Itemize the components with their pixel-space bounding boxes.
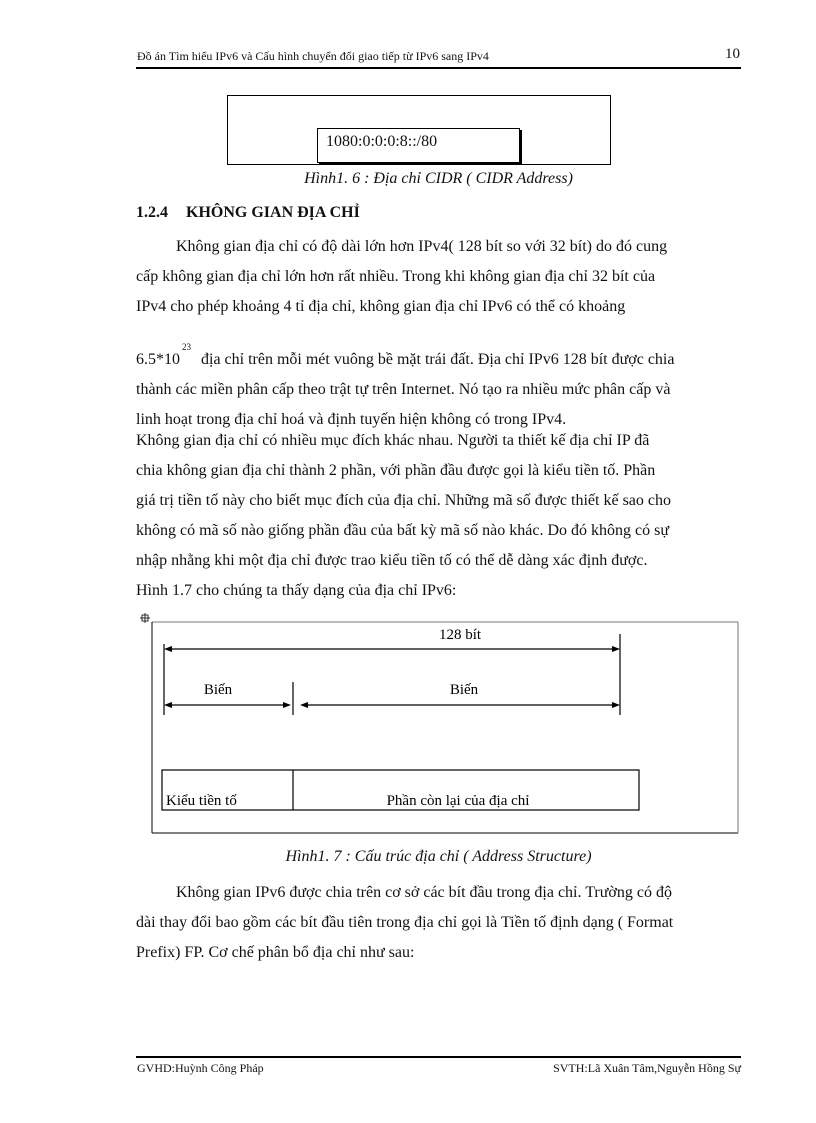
arrowhead-left [300, 702, 308, 708]
header-rule [136, 67, 741, 69]
text-line: cấp không gian địa chỉ lớn hơn rất nhiều. Trong khi không gian địa chỉ 32 bít của [136, 268, 656, 285]
remaining-address-cell: Phần còn lại của địa chỉ [386, 793, 530, 809]
footer-rule [136, 1056, 741, 1058]
anchor-icon [140, 613, 150, 623]
paragraph-2 [136, 426, 741, 606]
page-number: 10 [725, 46, 740, 62]
text-line: Hình 1.7 cho chúng ta thấy dạng của địa chỉ IPv6: [136, 582, 457, 599]
text-line: nhập nhằng khi một địa chỉ được trao kiểu tiền tố có thể dễ dàng xác định được. [136, 552, 648, 569]
page-header [137, 46, 740, 64]
text-line: Prefix) FP. Cơ chế phân bổ địa chỉ như sau: [136, 944, 415, 961]
section-number: 1.2.4 [136, 204, 168, 221]
arrowhead-right [283, 702, 291, 708]
total-bits-label: 128 bít [438, 627, 482, 643]
header-title: Đồ án Tìm hiểu IPv6 và Cấu hình chuyển đổi giao tiếp từ IPv6 sang IPv4 [137, 49, 489, 63]
text-line: Không gian IPv6 được chia trên cơ sở các bít đầu trong địa chỉ. Trường có độ [176, 884, 672, 901]
left-variable-label: Biến [203, 682, 233, 698]
text-line: thành các miền phân cấp theo trật tự trên Internet. Nó tạo ra nhiều mức phân cấp và [136, 381, 671, 398]
number-exponent: 23 [182, 342, 191, 352]
figure1-caption: Hình1. 6 : Địa chỉ CIDR ( CIDR Address) [304, 170, 573, 187]
right-variable-label: Biến [449, 682, 479, 698]
paragraph-3 [136, 878, 741, 968]
arrowhead-right [612, 646, 620, 652]
number-base: 6.5*10 [136, 351, 180, 368]
cidr-address-box [317, 128, 520, 163]
figure2-caption: Hình1. 7 : Cấu trúc địa chỉ ( Address Structure) [285, 848, 592, 865]
text-line: IPv4 cho phép khoảng 4 tỉ địa chỉ, không gian địa chỉ IPv6 có thể có khoảng [136, 298, 626, 315]
section-heading [136, 204, 360, 222]
text-line: Không gian địa chỉ có nhiều mục đích khác nhau. Người ta thiết kế địa chỉ IP đã [136, 432, 650, 449]
arrowhead-left [164, 702, 172, 708]
text-line: linh hoạt trong địa chỉ hoá và định tuyến hiện không có trong IPv4. [136, 411, 567, 428]
footer-left: GVHD:Huỳnh Công Pháp [137, 1061, 264, 1075]
cidr-address: 1080:0:0:0:8::/80 [326, 133, 438, 150]
arrowhead-right [612, 702, 620, 708]
section-title: KHÔNG GIAN ĐỊA CHỈ [186, 204, 360, 221]
text-line: không có mã số nào giống phần đầu của bất kỳ mã số nào khác. Do đó không có sự [136, 522, 670, 539]
prefix-type-cell: Kiểu tiền tố [166, 793, 237, 809]
address-structure-diagram [140, 612, 745, 837]
text-line: chia không gian địa chỉ thành 2 phần, với phần đầu được gọi là kiểu tiền tố. Phần [136, 462, 656, 479]
paragraph-1 [136, 232, 741, 435]
text-line: Không gian địa chỉ có độ dài lớn hơn IPv4( 128 bít so với 32 bít) do đó cung [176, 238, 668, 255]
text-line: dài thay đổi bao gồm các bít đầu tiên trong địa chỉ gọi là Tiền tố định dạng ( Format [136, 914, 674, 931]
text-line-rest: địa chỉ trên mỗi mét vuông bề mặt trái đất. Địa chỉ IPv6 128 bít được chia [197, 351, 675, 368]
text-line-exponent [136, 332, 741, 375]
footer-right: SVTH:Lã Xuân Tâm,Nguyễn Hồng Sự [553, 1061, 741, 1075]
arrowhead-left [164, 646, 172, 652]
text-line: giá trị tiền tố này cho biết mục đích của địa chỉ. Những mã số được thiết kế sao cho [136, 492, 671, 509]
